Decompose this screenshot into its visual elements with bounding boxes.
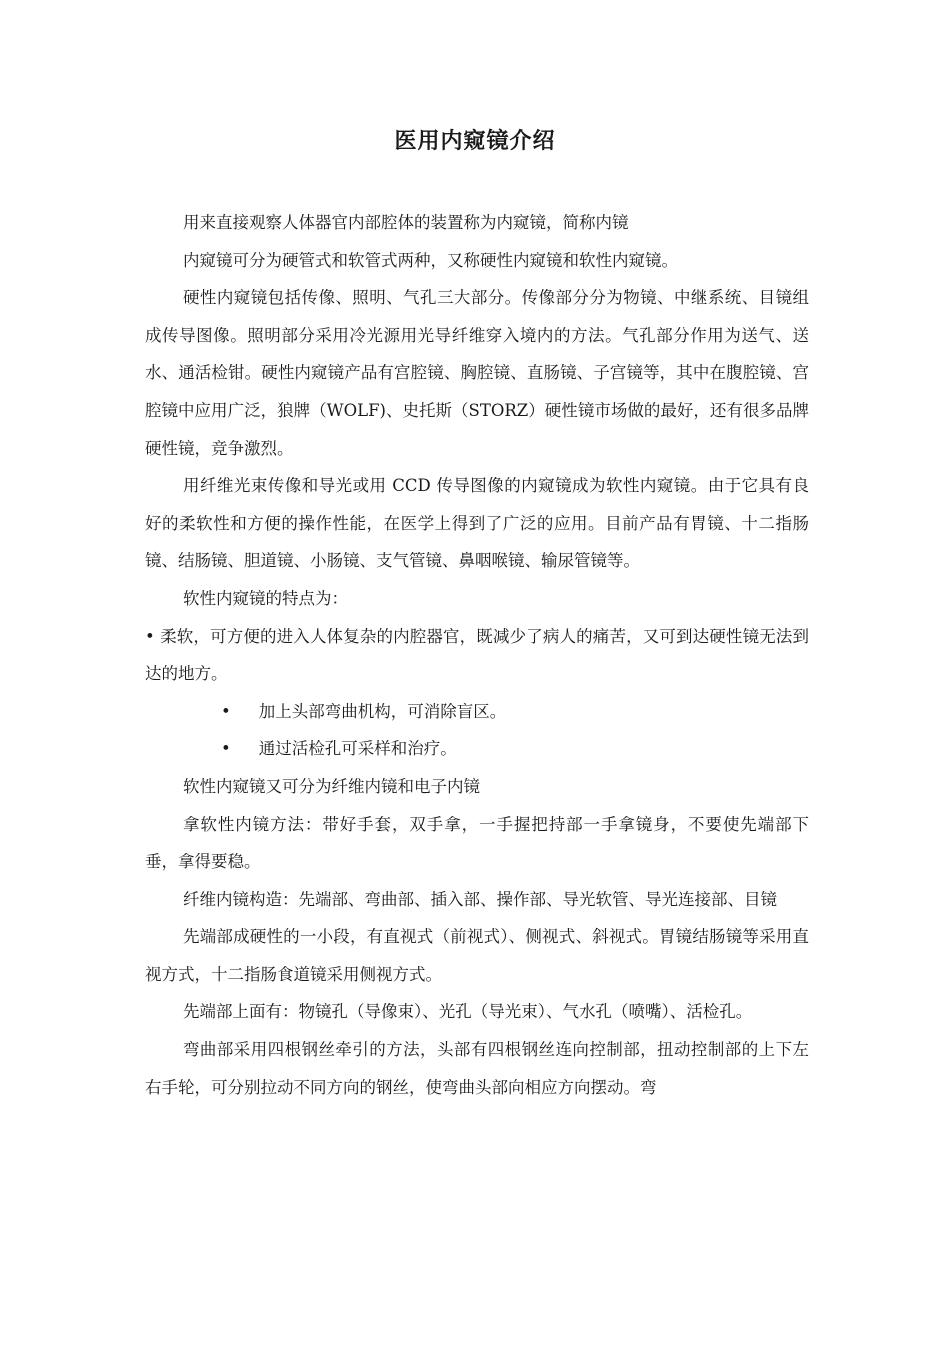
bullet-item-flexible xyxy=(145,618,809,693)
paragraph-flexible-features-intro: 软性内窥镜的特点为： xyxy=(183,588,348,608)
paragraph-tip-holes: 先端部上面有：物镜孔（导像束）、光孔（导光束）、气水孔（喷嘴）、活检孔。 xyxy=(183,1002,753,1022)
bullet-text: 柔软，可方便的进入人体复杂的内腔器官，既减少了病人的痛苦，又可到达硬性镜无法到达的地方。 xyxy=(145,626,809,684)
paragraph-flexible-subtypes: 软性内窥镜又可分为纤维内镜和电子内镜 xyxy=(183,776,480,796)
document-body xyxy=(145,204,809,1106)
bullet-dot-icon: • xyxy=(221,739,231,759)
paragraph-fiber-structure: 纤维内镜构造：先端部、弯曲部、插入部、操作部、导光软管、导光连接部、目镜 xyxy=(183,889,777,909)
bullet-dot-icon: • xyxy=(145,626,155,646)
paragraph-types: 内窥镜可分为硬管式和软管式两种，又称硬性内窥镜和软性内窥镜。 xyxy=(183,250,678,270)
paragraph-flexible-endoscope: 用纤维光束传像和导光或用 CCD 传导图像的内窥镜成为软性内窥镜。由于它具有良好的柔软性和方便的操作性能，在医学上得到了广泛的应用。目前产品有胃镜、十二指肠镜、结肠镜、胆道镜、小肠镜、支气管镜、鼻咽喉镜、输尿管镜等。 xyxy=(145,476,809,571)
bullet-dot-icon: • xyxy=(221,701,231,721)
bullet-item-biopsy xyxy=(145,730,809,768)
paragraph-handling-method: 拿软性内镜方法：带好手套，双手拿，一手握把持部一手拿镜身，不要使先端部下垂，拿得要稳。 xyxy=(145,814,809,872)
paragraph-definition: 用来直接观察人体器官内部腔体的装置称为内窥镜，简称内镜 xyxy=(183,213,629,232)
paragraph-rigid-endoscope: 硬性内窥镜包括传像、照明、气孔三大部分。传像部分分为物镜、中继系统、目镜组成传导图像。照明部分采用冷光源用光导纤维穿入境内的方法。气孔部分作用为送气、送水、通活检钳。硬性内窥镜产品有宫腔镜、胸腔镜、直肠镜、子宫镜等，其中在腹腔镜、宫腔镜中应用广泛，狼牌（WOLF)、史托斯（STORZ）硬性镜市场做的最好，还有很多品牌硬性镜，竞争激烈。 xyxy=(145,288,809,458)
document-title: 医用内窥镜介绍 xyxy=(394,128,556,154)
paragraph-tip-types: 先端部成硬性的一小段，有直视式（前视式）、侧视式、斜视式。胃镜结肠镜等采用直视方式，十二指肠食道镜采用侧视方式。 xyxy=(145,927,809,984)
bullet-text: 通过活检孔可采样和治疗。 xyxy=(258,739,457,759)
paragraph-bending-section: 弯曲部采用四根钢丝牵引的方法，头部有四根钢丝连向控制部，扭动控制部的上下左右手轮，可分别拉动不同方向的钢丝，使弯曲头部向相应方向摆动。弯 xyxy=(145,1040,809,1097)
bullet-item-bending xyxy=(145,693,809,731)
bullet-text: 加上头部弯曲机构，可消除盲区。 xyxy=(258,701,507,721)
